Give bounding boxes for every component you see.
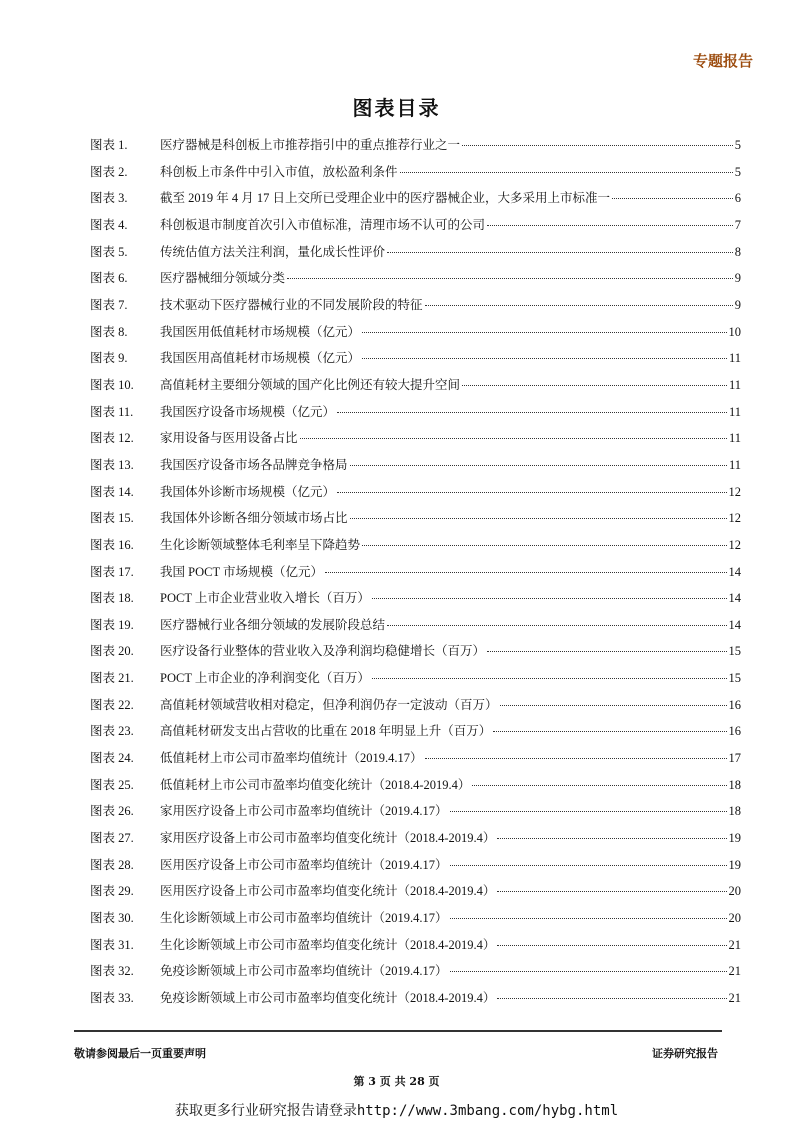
- toc-entry-title: 我国医用低值耗材市场规模（亿元）: [160, 324, 361, 339]
- toc-entry-title: 科创板上市条件中引入市值，放松盈利条件: [160, 164, 398, 179]
- figure-list: [90, 134, 741, 1014]
- toc-entry-label: 图表 5.: [90, 244, 128, 259]
- toc-entry-title: 传统估值方法关注利润，量化成长性评价: [160, 244, 386, 259]
- toc-entry-label: 图表 22.: [90, 697, 134, 712]
- toc-entry-label: 图表 26.: [90, 804, 134, 819]
- toc-entry-title: 免疫诊断领域上市公司市盈率均值统计（2019.4.17）: [160, 964, 448, 979]
- toc-entry-page: 15: [728, 671, 741, 686]
- toc-entry[interactable]: [90, 854, 741, 881]
- toc-entry-page: 14: [728, 564, 741, 579]
- toc-entry[interactable]: [90, 427, 741, 454]
- toc-entry-label: 图表 25.: [90, 777, 134, 792]
- toc-entry-title: 我国医用高值耗材市场规模（亿元）: [160, 351, 361, 366]
- toc-entry-page: 20: [728, 884, 741, 899]
- dot-leader: [497, 891, 726, 892]
- toc-entry-page: 11: [728, 377, 741, 392]
- page-title: 图表目录: [352, 96, 441, 120]
- dot-leader: [472, 785, 726, 786]
- dot-leader: [362, 332, 726, 333]
- dot-leader: [450, 865, 727, 866]
- dot-leader: [350, 518, 727, 519]
- dot-leader: [337, 492, 726, 493]
- report-type-tag: 专题报告: [692, 52, 753, 70]
- toc-entry[interactable]: [90, 481, 741, 508]
- toc-entry-title: 家用设备与医用设备占比: [160, 431, 298, 446]
- dot-leader: [425, 305, 733, 306]
- toc-entry-page: 19: [728, 831, 741, 846]
- toc-entry[interactable]: [90, 267, 741, 294]
- dot-leader: [300, 438, 727, 439]
- toc-entry-page: 11: [728, 351, 741, 366]
- toc-entry-label: 图表 16.: [90, 537, 134, 552]
- toc-entry-page: 17: [728, 751, 741, 766]
- dot-leader: [400, 172, 733, 173]
- disclaimer-note: 敬请参阅最后一页重要声明: [74, 1047, 206, 1060]
- toc-entry-title: 免疫诊断领域上市公司市盈率均值变化统计（2018.4-2019.4）: [160, 991, 496, 1005]
- toc-entry-label: 图表 23.: [90, 724, 134, 739]
- toc-entry-label: 图表 1.: [90, 138, 128, 152]
- toc-entry-page: 16: [728, 697, 741, 712]
- toc-entry-title: POCT 上市企业营业收入增长（百万）: [160, 591, 370, 606]
- toc-entry-title: 低值耗材上市公司市盈率均值变化统计（2018.4-2019.4）: [160, 777, 471, 792]
- toc-entry[interactable]: [90, 134, 741, 161]
- toc-entry[interactable]: [90, 774, 741, 801]
- toc-entry-page: 19: [728, 857, 741, 872]
- toc-entry[interactable]: [90, 720, 741, 747]
- dot-leader: [462, 385, 727, 386]
- toc-entry-page: 21: [728, 964, 741, 979]
- toc-entry-title: 生化诊断领域上市公司市盈率均值变化统计（2018.4-2019.4）: [160, 937, 496, 952]
- toc-entry[interactable]: [90, 401, 741, 428]
- toc-entry-title: 技术驱动下医疗器械行业的不同发展阶段的特征: [160, 297, 423, 312]
- toc-entry[interactable]: [90, 214, 741, 241]
- dot-leader: [372, 678, 727, 679]
- toc-entry[interactable]: [90, 374, 741, 401]
- dot-leader: [612, 198, 733, 199]
- toc-entry-page: 5: [734, 138, 741, 152]
- toc-entry-page: 9: [734, 271, 741, 286]
- toc-entry[interactable]: [90, 667, 741, 694]
- toc-entry-label: 图表 33.: [90, 991, 134, 1005]
- toc-entry-label: 图表 13.: [90, 457, 134, 472]
- toc-entry-label: 图表 32.: [90, 964, 134, 979]
- toc-entry-page: 14: [728, 591, 741, 606]
- dot-leader: [497, 998, 726, 999]
- toc-entry[interactable]: [90, 507, 741, 534]
- toc-entry[interactable]: [90, 454, 741, 481]
- report-category: 证券研究报告: [652, 1047, 718, 1060]
- toc-entry[interactable]: [90, 827, 741, 854]
- dot-leader: [350, 465, 727, 466]
- toc-entry-label: 图表 31.: [90, 937, 134, 952]
- dot-leader: [287, 278, 733, 279]
- toc-entry[interactable]: [90, 640, 741, 667]
- toc-entry[interactable]: [90, 534, 741, 561]
- toc-entry-label: 图表 12.: [90, 431, 134, 446]
- toc-entry-label: 图表 4.: [90, 217, 128, 232]
- toc-entry-label: 图表 18.: [90, 591, 134, 606]
- toc-entry-title: 科创板退市制度首次引入市值标准，清理市场不认可的公司: [160, 217, 486, 232]
- toc-entry-page: 12: [728, 537, 741, 552]
- toc-entry-page: 9: [734, 297, 741, 312]
- toc-entry[interactable]: [90, 187, 741, 214]
- toc-entry-title: 高值耗材主要细分领域的国产化比例还有较大提升空间: [160, 377, 461, 392]
- toc-entry-title: 家用医疗设备上市公司市盈率均值变化统计（2018.4-2019.4）: [160, 831, 496, 846]
- toc-entry[interactable]: [90, 747, 741, 774]
- dot-leader: [450, 971, 727, 972]
- toc-entry-page: 20: [728, 911, 741, 926]
- toc-entry-label: 图表 28.: [90, 857, 134, 872]
- toc-entry-label: 图表 9.: [90, 351, 128, 366]
- dot-leader: [497, 945, 726, 946]
- dot-leader: [362, 545, 726, 546]
- toc-entry-title: 我国 POCT 市场规模（亿元）: [160, 564, 323, 579]
- toc-entry-page: 21: [728, 937, 741, 952]
- toc-entry-label: 图表 3.: [90, 191, 128, 206]
- toc-entry-page: 11: [728, 431, 741, 446]
- toc-entry-page: 5: [734, 164, 741, 179]
- dot-leader: [462, 145, 733, 146]
- toc-entry[interactable]: [90, 880, 741, 907]
- toc-entry-title: 我国体外诊断各细分领域市场占比: [160, 511, 348, 526]
- toc-entry-title: 医疗器械是科创板上市推荐指引中的重点推荐行业之一: [160, 138, 461, 152]
- dot-leader: [500, 705, 727, 706]
- toc-entry-title: 医用医疗设备上市公司市盈率均值变化统计（2018.4-2019.4）: [160, 884, 496, 899]
- dot-leader: [497, 838, 726, 839]
- toc-entry[interactable]: [90, 800, 741, 827]
- toc-entry-label: 图表 21.: [90, 671, 134, 686]
- toc-entry-title: 医疗器械行业各细分领域的发展阶段总结: [160, 617, 386, 632]
- toc-entry-page: 21: [728, 991, 741, 1005]
- toc-entry-page: 12: [728, 484, 741, 499]
- toc-entry-title: 低值耗材上市公司市盈率均值统计（2019.4.17）: [160, 751, 423, 766]
- toc-entry-label: 图表 30.: [90, 911, 134, 926]
- toc-entry[interactable]: [90, 241, 741, 268]
- toc-entry-title: 高值耗材研发支出占营收的比重在 2018 年明显上升（百万）: [160, 724, 492, 739]
- toc-entry-label: 图表 19.: [90, 617, 134, 632]
- toc-entry-page: 18: [728, 777, 741, 792]
- promo-link[interactable]: 获取更多行业研究报告请登录http://www.3mbang.com/hybg.html: [174, 1103, 619, 1119]
- toc-entry-label: 图表 10.: [90, 377, 134, 392]
- toc-entry-label: 图表 2.: [90, 164, 128, 179]
- toc-entry-title: 医用医疗设备上市公司市盈率均值统计（2019.4.17）: [160, 857, 448, 872]
- toc-entry-page: 12: [728, 511, 741, 526]
- toc-entry-title: 我国医疗设备市场规模（亿元）: [160, 404, 336, 419]
- dot-leader: [362, 358, 727, 359]
- dot-leader: [325, 572, 727, 573]
- dot-leader: [337, 412, 727, 413]
- toc-entry[interactable]: [90, 614, 741, 641]
- toc-entry[interactable]: [90, 561, 741, 588]
- toc-entry-title: 我国医疗设备市场各品牌竞争格局: [160, 457, 348, 472]
- toc-entry[interactable]: [90, 161, 741, 188]
- toc-entry-page: 14: [728, 617, 741, 632]
- toc-entry-label: 图表 15.: [90, 511, 134, 526]
- dot-leader: [493, 731, 726, 732]
- toc-entry[interactable]: [90, 987, 741, 1014]
- toc-entry-label: 图表 17.: [90, 564, 134, 579]
- dot-leader: [387, 252, 733, 253]
- toc-entry-label: 图表 27.: [90, 831, 134, 846]
- toc-entry[interactable]: [90, 587, 741, 614]
- toc-entry-title: 医疗器械细分领域分类: [160, 271, 286, 286]
- dot-leader: [387, 625, 726, 626]
- toc-entry-page: 15: [728, 644, 741, 659]
- dot-leader: [487, 225, 733, 226]
- toc-entry-page: 8: [734, 244, 741, 259]
- toc-entry-page: 6: [734, 191, 741, 206]
- toc-entry[interactable]: [90, 907, 741, 934]
- toc-entry[interactable]: [90, 960, 741, 987]
- toc-entry-title: 截至 2019 年 4 月 17 日上交所已受理企业中的医疗器械企业，大多采用上市标准一: [160, 191, 611, 206]
- toc-entry-title: 生化诊断领域整体毛利率呈下降趋势: [160, 537, 361, 552]
- toc-entry-label: 图表 20.: [90, 644, 134, 659]
- dot-leader: [372, 598, 727, 599]
- toc-entry[interactable]: [90, 934, 741, 961]
- page-number: 第 3 页 共 28 页: [353, 1075, 440, 1088]
- toc-entry-page: 11: [728, 404, 741, 419]
- toc-entry-page: 10: [728, 324, 741, 339]
- toc-entry-page: 18: [728, 804, 741, 819]
- dot-leader: [487, 651, 726, 652]
- dot-leader: [425, 758, 727, 759]
- toc-entry-title: 家用医疗设备上市公司市盈率均值统计（2019.4.17）: [160, 804, 448, 819]
- toc-entry[interactable]: [90, 694, 741, 721]
- toc-entry-page: 16: [728, 724, 741, 739]
- toc-entry-page: 7: [734, 217, 741, 232]
- toc-entry-label: 图表 24.: [90, 751, 134, 766]
- footer-divider: [74, 1030, 722, 1032]
- toc-entry-title: 高值耗材领域营收相对稳定，但净利润仍存一定波动（百万）: [160, 697, 498, 712]
- toc-entry[interactable]: [90, 321, 741, 348]
- toc-entry[interactable]: [90, 294, 741, 321]
- toc-entry-title: 医疗设备行业整体的营业收入及净利润均稳健增长（百万）: [160, 644, 486, 659]
- toc-entry-label: 图表 6.: [90, 271, 128, 286]
- toc-entry-title: 生化诊断领域上市公司市盈率均值统计（2019.4.17）: [160, 911, 448, 926]
- toc-entry-label: 图表 11.: [90, 404, 134, 419]
- toc-entry-title: 我国体外诊断市场规模（亿元）: [160, 484, 336, 499]
- dot-leader: [450, 811, 727, 812]
- toc-entry-title: POCT 上市企业的净利润变化（百万）: [160, 671, 370, 686]
- toc-entry-label: 图表 8.: [90, 324, 128, 339]
- toc-entry-page: 11: [728, 457, 741, 472]
- toc-entry-label: 图表 14.: [90, 484, 134, 499]
- toc-entry-label: 图表 29.: [90, 884, 134, 899]
- dot-leader: [450, 918, 727, 919]
- toc-entry[interactable]: [90, 347, 741, 374]
- toc-entry-label: 图表 7.: [90, 297, 128, 312]
